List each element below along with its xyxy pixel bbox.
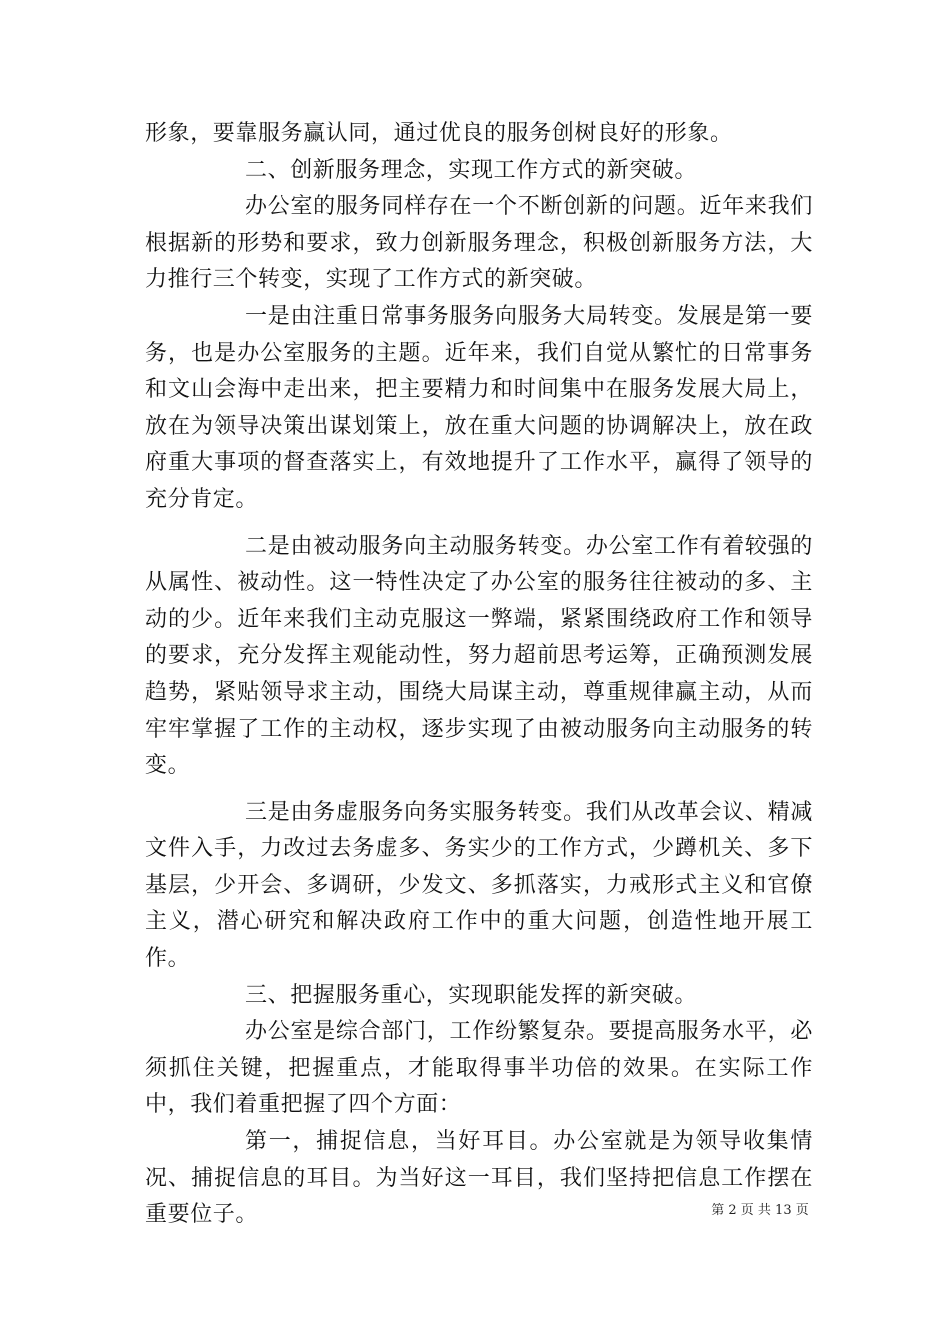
section-heading-3: 三、把握服务重心，实现职能发挥的新突破。 — [245, 982, 698, 1008]
paragraph: 一是由注重日常事务服务向服务大局转变。发展是第一要务，也是办公室服务的主题。近年来，我们自觉从繁忙的日常事务和文山会海中走出来，把主要精力和时间集中在服务发展大局上，放在为领导决策出谋划策上，放在重大问题的协调解决上，放在政府重大事项的督查落实上，有效地提升了工作水平，赢得了领导的充分肯定。 — [145, 303, 813, 512]
document-body — [145, 116, 813, 1234]
page-number-footer: 第 2 页 共 13 页 — [711, 1203, 809, 1218]
paragraph: 办公室的服务同样存在一个不断创新的问题。近年来我们根据新的形势和要求，致力创新服务理念，积极创新服务方法，大力推行三个转变，实现了工作方式的新突破。 — [145, 194, 813, 293]
paragraph-continuation: 形象，要靠服务赢认同，通过优良的服务创树良好的形象。 — [145, 121, 733, 146]
paragraph: 三是由务虚服务向务实服务转变。我们从改革会议、精减文件入手，力改过去务虚多、务实少的工作方式，少蹲机关、多下基层，少开会、多调研，少发文、多抓落实，力戒形式主义和官僚主义，潜心研究和解决政府工作中的重大问题，创造性地开展工作。 — [145, 799, 813, 972]
section-heading-2: 二、创新服务理念，实现工作方式的新突破。 — [245, 157, 698, 183]
paragraph: 二是由被动服务向主动服务转变。办公室工作有着较强的从属性、被动性。这一特性决定了办公室的服务往往被动的多、主动的少。近年来我们主动克服这一弊端，紧紧围绕政府工作和领导的要求，充分发挥主观能动性，努力超前思考运筹，正确预测发展趋势，紧贴领导求主动，围绕大局谋主动，尊重规律赢主动，从而牢牢掌握了工作的主动权，逐步实现了由被动服务向主动服务的转变。 — [145, 533, 813, 779]
paragraph: 第一，捕捉信息，当好耳目。办公室就是为领导收集情况、捕捉信息的耳目。为当好这一耳目，我们坚持把信息工作摆在重要位子。 — [145, 1129, 813, 1228]
paragraph: 办公室是综合部门，工作纷繁复杂。要提高服务水平，必须抓住关键，把握重点，才能取得事半功倍的效果。在实际工作中，我们着重把握了四个方面： — [145, 1019, 813, 1118]
